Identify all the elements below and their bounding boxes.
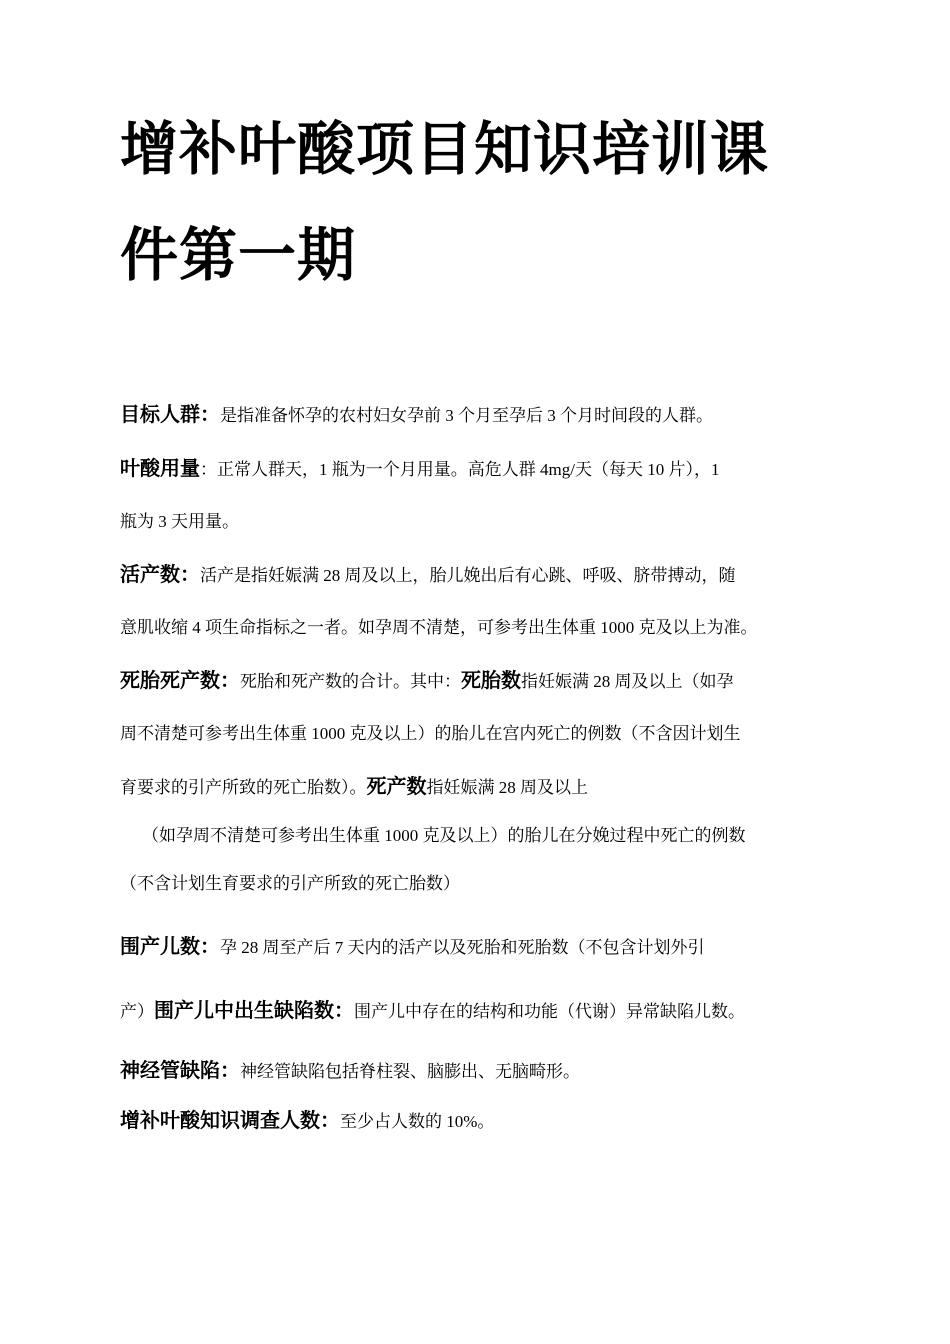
paragraph-live-births — [120, 548, 840, 654]
document-title — [120, 96, 840, 308]
term-neural-tube-defects: 神经管缺陷： — [120, 1058, 240, 1082]
term-stillbirths: 死胎死产数： — [120, 668, 240, 692]
text-stillbirths-line-1-tail: 指妊娠满 28 周及以上（如孕 — [521, 672, 734, 691]
title-line-1: 增补叶酸项目知识培训课 — [120, 115, 770, 183]
text-stillbirths-line-1: 死胎和死产数的合计。其中： — [240, 672, 461, 691]
term-perinatal: 围产儿数： — [120, 934, 220, 958]
paragraph-survey-count — [120, 1094, 840, 1148]
text-stillbirths-line-4: （如孕周不清楚可参考出生体重 1000 克及以上）的胎儿在分娩过程中死亡的例数 — [142, 826, 746, 845]
term-live-births: 活产数： — [120, 562, 200, 586]
sub-term-fetal-deaths: 死胎数 — [461, 668, 521, 692]
text-stillbirths-line-2: 周不清楚可参考出生体重 1000 克及以上）的胎儿在宫内死亡的例数（不含因计划生 — [120, 724, 741, 743]
sub-term-perinatal-birth-defects: 围产儿中出生缺陷数： — [154, 998, 354, 1022]
term-folic-acid-dosage: 叶酸用量 — [120, 456, 200, 480]
text-stillbirths-line-3: 育要求的引产所致的死亡胎数）。 — [120, 778, 367, 797]
text-stillbirths-line-3-tail: 指妊娠满 28 周及以上 — [426, 778, 588, 797]
text-dosage-line-1: ：正常人群天，1 瓶为一个月用量。高危人群 4mg/天（每天 10 片），1 — [200, 460, 720, 479]
term-target-population: 目标人群： — [120, 402, 220, 426]
text-stillbirths-line-5: （不含计划生育要求的引产所致的死亡胎数） — [120, 874, 460, 893]
text-live-births-line-2: 意肌收缩 4 项生命指标之一者。如孕周不清楚，可参考出生体重 1000 克及以上为准。 — [120, 618, 758, 637]
document-body — [120, 388, 840, 1148]
text-survey-count: 至少占人数的 10%。 — [340, 1112, 495, 1131]
text-target-population: 是指准备怀孕的农村妇女孕前 3 个月至孕后 3 个月时间段的人群。 — [220, 406, 713, 425]
text-perinatal-line-1: 孕 28 周至产后 7 天内的活产以及死胎和死胎数（不包含计划外引 — [220, 938, 705, 957]
text-neural-tube-defects: 神经管缺陷包括脊柱裂、脑膨出、无脑畸形。 — [240, 1062, 580, 1081]
paragraph-target-population — [120, 388, 840, 442]
paragraph-stillbirths — [120, 654, 840, 910]
text-dosage-line-2: 瓶为 3 天用量。 — [120, 512, 239, 531]
paragraph-perinatal — [120, 920, 840, 1048]
paragraph-folic-acid-dosage — [120, 442, 840, 548]
text-live-births-line-1: 活产是指妊娠满 28 周及以上，胎儿娩出后有心跳、呼吸、脐带搏动，随 — [200, 566, 736, 585]
paragraph-neural-tube-defects — [120, 1048, 840, 1094]
text-perinatal-line-2: 产） — [120, 1002, 154, 1021]
text-perinatal-line-2-tail: 围产儿中存在的结构和功能（代谢）异常缺陷儿数。 — [354, 1002, 745, 1021]
sub-term-stillborn: 死产数 — [366, 774, 427, 798]
term-survey-count: 增补叶酸知识调查人数： — [120, 1108, 340, 1132]
title-line-2: 件第一期 — [120, 221, 357, 289]
